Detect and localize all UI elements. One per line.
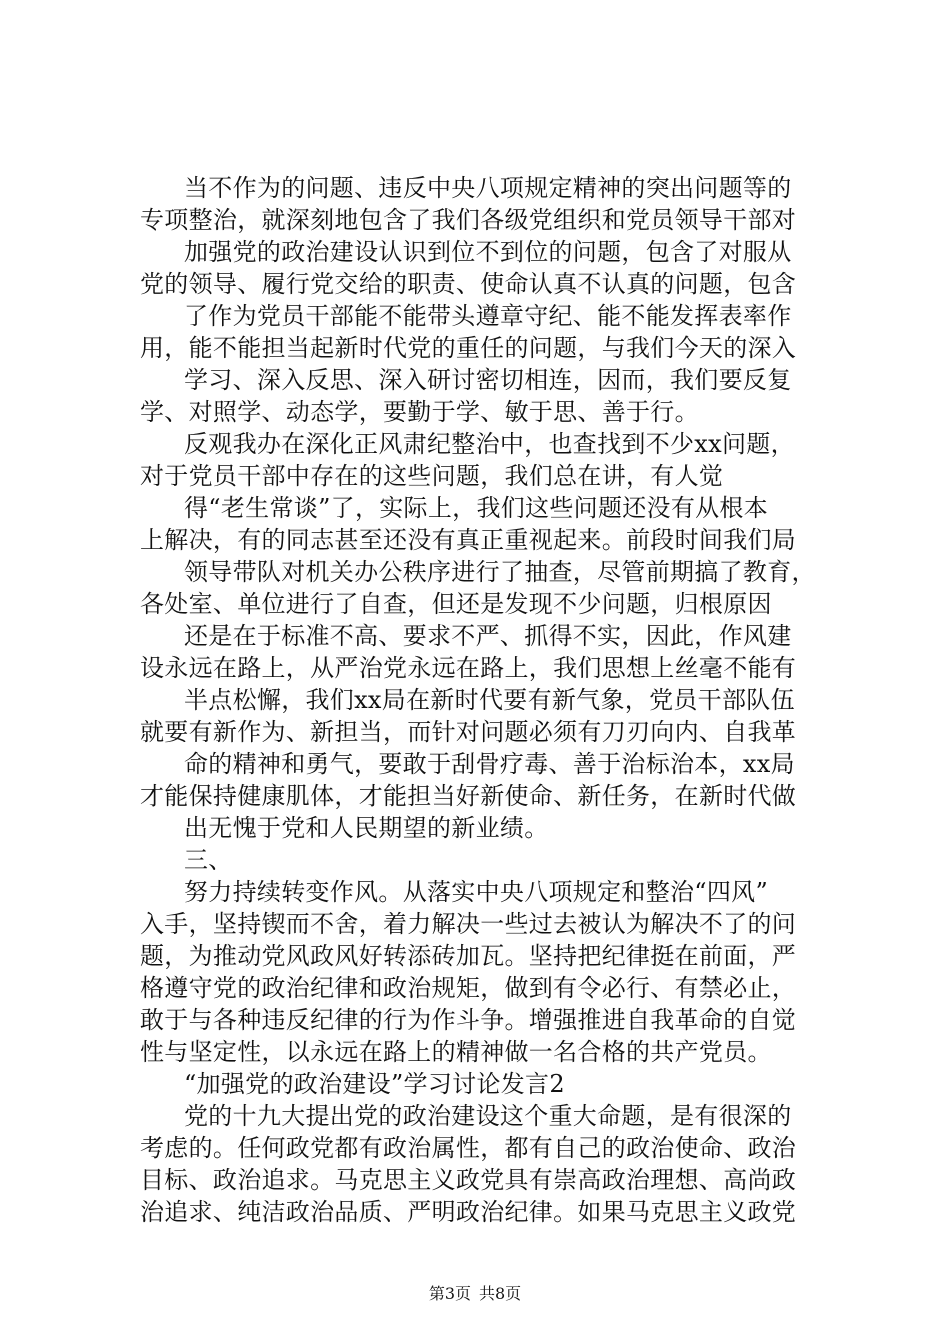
text-line: 格遵守党的政治纪律和政治规矩，做到有令必行、有禁必止， — [140, 974, 797, 1002]
text-line: 加强党的政治建设认识到位不到位的问题，包含了对服从 — [184, 238, 792, 266]
text-line: 当不作为的问题、违反中央八项规定精神的突出问题等的 — [184, 174, 792, 202]
page-total: 共8页 — [479, 1284, 522, 1303]
text-line: 设永远在路上，从严治党永远在路上，我们思想上丝毫不能有 — [140, 654, 797, 682]
text-line: 目标、政治追求。马克思主义政党具有崇高政治理想、高尚政 — [140, 1166, 797, 1194]
document-body — [140, 172, 840, 1228]
text-line: 党的十九大提出党的政治建设这个重大命题，是有很深的 — [184, 1102, 792, 1130]
text-line: 了作为党员干部能不能带头遵章守纪、能不能发挥表率作 — [184, 302, 792, 330]
page-footer — [0, 1283, 950, 1305]
page-number: 第3页 — [428, 1284, 471, 1303]
text-line: 上解决，有的同志甚至还没有真正重视起来。前段时间我们局 — [140, 526, 797, 554]
text-line: 党的领导、履行党交给的职责、使命认真不认真的问题，包含 — [140, 270, 797, 298]
text-line: 命的精神和勇气，要敢于刮骨疗毒、善于治标治本，xx局 — [184, 750, 795, 778]
text-line: 入手，坚持锲而不舍，着力解决一些过去被认为解决不了的问 — [140, 910, 797, 938]
text-line: 三、 — [184, 846, 233, 874]
text-line: 得“老生常谈”了，实际上，我们这些问题还没有从根本 — [184, 494, 769, 522]
text-line: 各处室、单位进行了自查，但还是发现不少问题，归根原因 — [140, 590, 772, 618]
text-line: 专项整治，就深刻地包含了我们各级党组织和党员领导干部对 — [140, 206, 797, 234]
text-line: 考虑的。任何政党都有政治属性，都有自己的政治使命、政治 — [140, 1134, 797, 1162]
text-line: 就要有新作为、新担当，而针对问题必须有刀刃向内、自我革 — [140, 718, 797, 746]
text-line: 题，为推动党风政风好转添砖加瓦。坚持把纪律挺在前面，严 — [140, 942, 797, 970]
text-line: 才能保持健康肌体，才能担当好新使命、新任务，在新时代做 — [140, 782, 797, 810]
text-line: “加强党的政治建设”学习讨论发言2 — [184, 1070, 565, 1098]
text-line: 对于党员干部中存在的这些问题，我们总在讲，有人觉 — [140, 462, 724, 490]
text-line: 治追求、纯洁政治品质、严明政治纪律。如果马克思主义政党 — [140, 1198, 797, 1226]
text-line: 学、对照学、动态学，要勤于学、敏于思、善于行。 — [140, 398, 699, 426]
text-line: 还是在于标准不高、要求不严、抓得不实，因此，作风建 — [184, 622, 792, 650]
text-line: 性与坚定性，以永远在路上的精神做一名合格的共产党员。 — [140, 1038, 772, 1066]
text-line: 领导带队对机关办公秩序进行了抽查，尽管前期搞了教育， — [184, 558, 816, 586]
text-line: 学习、深入反思、深入研讨密切相连，因而，我们要反复 — [184, 366, 792, 394]
text-line: 反观我办在深化正风肃纪整治中，也查找到不少xx问题， — [184, 430, 795, 458]
text-line: 出无愧于党和人民期望的新业绩。 — [184, 814, 549, 842]
text-line: 敢于与各种违反纪律的行为作斗争。增强推进自我革命的自觉 — [140, 1006, 797, 1034]
text-line: 用，能不能担当起新时代党的重任的问题，与我们今天的深入 — [140, 334, 797, 362]
text-line: 半点松懈，我们xx局在新时代要有新气象，党员干部队伍 — [184, 686, 795, 714]
text-line: 努力持续转变作风。从落实中央八项规定和整治“四风” — [184, 878, 769, 906]
